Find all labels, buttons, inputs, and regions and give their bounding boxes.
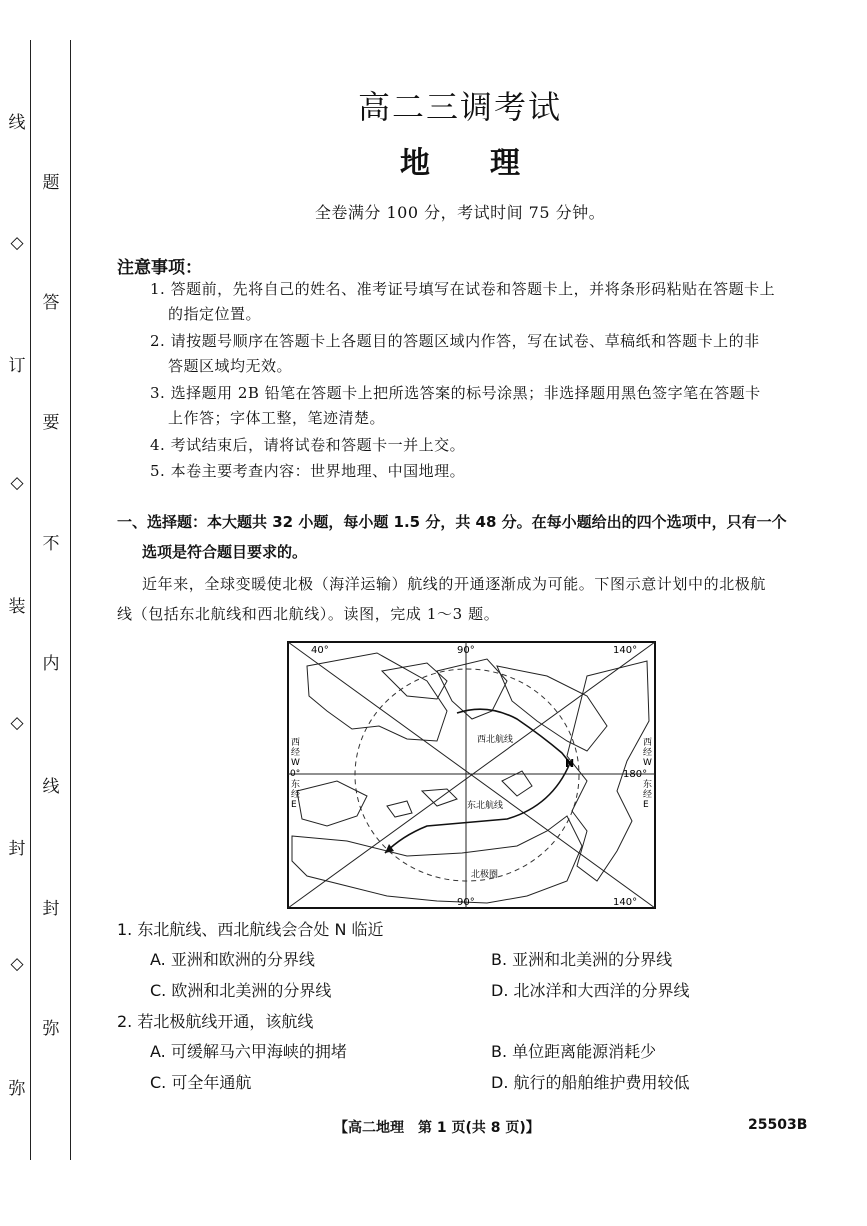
map-left-label-char: 东: [291, 780, 301, 790]
margin-char: 题: [42, 173, 60, 193]
section1-line1: 一、选择题：本大题共 32 小题，每小题 1.5 分，共 48 分。在每小题给出的四个选项中，只有一个: [117, 513, 787, 531]
question-2-option-b: B. 单位距离能源消耗少: [491, 1042, 657, 1061]
map-left-label-char: 经: [291, 748, 301, 758]
question-2-option-a: A. 可缓解马六甲海峡的拥堵: [150, 1042, 347, 1061]
question-1-option-a: A. 亚洲和欧洲的分界线: [150, 950, 315, 969]
exam-info: 全卷满分 100 分，考试时间 75 分钟。: [314, 203, 606, 222]
map-deg-bottom: 90°: [457, 897, 475, 908]
map-right-label-char: W: [643, 758, 652, 768]
map-left-label-char: E: [291, 800, 297, 810]
note-5: 5. 本卷主要考查内容：世界地理、中国地理。: [150, 462, 466, 480]
map-deg-tl: 40°: [311, 645, 329, 656]
map-left-label: [290, 737, 300, 810]
page-footer: 【高二地理 第 1 页(共 8 页)】: [334, 1120, 540, 1136]
margin-diamond-icon: ◇: [10, 233, 24, 253]
map-arctic-circle-label: 北极圈: [471, 870, 499, 880]
map-left-label-char: W: [291, 758, 300, 768]
map-right-label-char: 西: [643, 738, 653, 748]
intro-line1: 近年来，全球变暖使北极（海洋运输）航线的开通逐渐成为可能。下图示意计划中的北极航: [142, 575, 767, 593]
question-1-option-b: B. 亚洲和北美洲的分界线: [491, 950, 673, 969]
margin-diamond-icon: ◇: [10, 713, 24, 733]
note-2-line2: 答题区域均无效。: [168, 357, 293, 375]
question-1-option-c: C. 欧洲和北美洲的分界线: [150, 981, 332, 1000]
map-left-label-char: 西: [291, 738, 301, 748]
note-2-line1: 2. 请按题号顺序在答题卡上各题目的答题区域内作答，写在试卷、草稿纸和答题卡上的非: [150, 332, 760, 350]
map-right-label-char: E: [643, 800, 649, 810]
margin-diamond-icon: ◇: [10, 954, 24, 974]
exam-code: 25503B: [748, 1117, 808, 1133]
margin-char: 线: [42, 777, 60, 797]
margin-char: 要: [42, 413, 60, 433]
question-1-stem: 1. 东北航线、西北航线会合处 N 临近: [117, 920, 384, 939]
question-2-option-c: C. 可全年通航: [150, 1073, 252, 1092]
margin-char: 不: [42, 534, 60, 554]
map-deg-tr: 140°: [613, 645, 638, 656]
margin-char: 弥: [8, 1079, 26, 1099]
exam-title: 高二三调考试: [357, 88, 562, 126]
margin-char: 线: [8, 113, 26, 133]
map-right-label-char: 东: [643, 780, 653, 790]
margin-char: 订: [8, 356, 26, 376]
arctic-route-map: [287, 641, 656, 909]
margin-diamond-icon: ◇: [10, 473, 24, 493]
map-deg-top: 90°: [457, 645, 475, 656]
map-deg-br: 140°: [613, 897, 638, 908]
margin-char: 内: [42, 654, 60, 674]
margin-char: 弥: [42, 1019, 60, 1039]
note-3-line1: 3. 选择题用 2B 铅笔在答题卡上把所选答案的标号涂黑；非选择题用黑色签字笔在答题卡: [150, 384, 761, 402]
margin-char: 答: [42, 293, 60, 313]
section1-line2: 选项是符合题目要求的。: [142, 543, 308, 561]
margin-char: 封: [42, 899, 60, 919]
margin-char: 封: [8, 839, 26, 859]
intro-line2: 线（包括东北航线和西北航线）。读图，完成 1～3 题。: [117, 605, 500, 623]
note-1-line2: 的指定位置。: [168, 305, 262, 323]
question-2-option-d: D. 航行的船舶维护费用较低: [491, 1073, 690, 1092]
map-nw-route-label: 西北航线: [477, 735, 514, 745]
note-4: 4. 考试结束后，请将试卷和答题卡一并上交。: [150, 436, 466, 454]
subject-title: 地 理: [400, 146, 520, 181]
notes-heading: 注意事项：: [117, 258, 202, 278]
note-3-line2: 上作答；字体工整，笔迹清楚。: [168, 409, 386, 427]
map-ne-route-label: 东北航线: [467, 801, 504, 811]
map-right-label-char: 经: [643, 748, 653, 758]
map-deg-right: 180°: [623, 769, 648, 780]
question-2-stem: 2. 若北极航线开通，该航线: [117, 1012, 314, 1031]
map-left-label-char: 0°: [290, 769, 301, 779]
map-point-n: N: [565, 757, 575, 770]
margin-char: 装: [8, 597, 26, 617]
map-right-label-char: 经: [643, 790, 653, 800]
question-1-option-d: D. 北冰洋和大西洋的分界线: [491, 981, 690, 1000]
map-left-label-char: 经: [291, 790, 301, 800]
note-1-line1: 1. 答题前，先将自己的姓名、准考证号填写在试卷和答题卡上，并将条形码粘贴在答题卡上: [150, 280, 776, 298]
